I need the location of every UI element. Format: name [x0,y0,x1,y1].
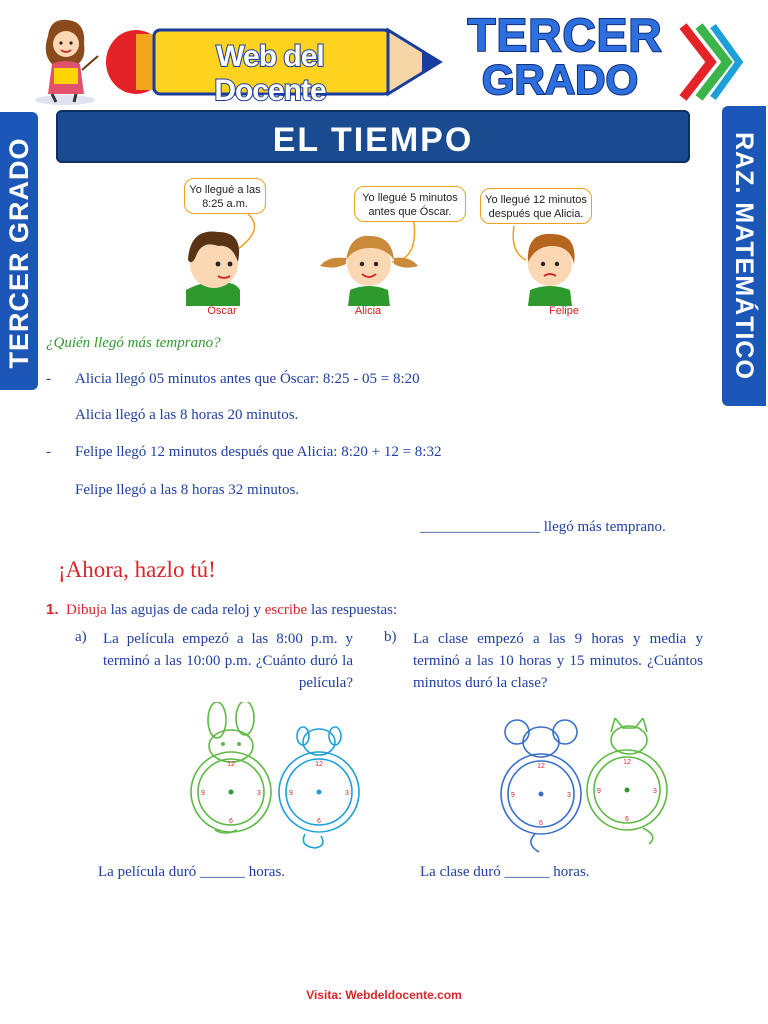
svg-text:3: 3 [567,792,571,799]
example-line: Alicia llegó a las 8 horas 20 minutos. [75,407,299,423]
example-line: Felipe llegó a las 8 horas 32 minutos. [75,482,300,498]
answer-suffix: llegó más temprano. [543,519,666,535]
instruction-verb-draw: Dibuja [66,602,107,618]
left-side-label: TERCER GRADO [4,137,34,369]
svg-text:12: 12 [537,763,545,770]
clock-mouse[interactable] [495,716,590,854]
instruction-end: las respuestas: [310,602,398,618]
clock-dog[interactable] [275,722,365,852]
speech-bubble-oscar: Yo llegué a las 8:25 a.m. [184,178,266,214]
brand-logo-text: Web del Docente [214,40,326,107]
svg-text:6: 6 [229,818,233,825]
speech-bubble-alicia: Yo llegué 5 minutos antes que Óscar. [354,186,466,222]
instruction-verb-write: escribe [264,602,308,618]
practice-heading: ¡Ahora, hazlo tú! [58,557,216,582]
svg-text:3: 3 [257,790,261,797]
svg-text:3: 3 [653,788,657,795]
part-a-text: La película empezó a las 8:00 p.m. y terminó a las 10:00 p.m. ¿Cuánto duró la película? [103,631,353,691]
kid-name-alicia: Alicia [354,305,382,317]
svg-text:6: 6 [539,820,543,827]
teacher-mascot [30,14,100,106]
answer-b[interactable]: La clase duró ______ horas. [420,864,590,880]
svg-text:9: 9 [289,790,293,797]
page-title: EL TIEMPO [272,121,474,159]
bullet-dash: - [46,371,51,387]
grade-title-line1: TERCER [467,9,663,61]
svg-text:12: 12 [227,761,235,768]
example-line: Felipe llegó 12 minutos después que Alicia: 8:20 + 12 = 8:32 [75,444,442,460]
instruction-line [46,601,466,619]
right-side-label: RAZ. MATEMÁTICO [730,132,758,380]
svg-text:9: 9 [597,788,601,795]
part-b-text: La clase empezó a las 9 horas y media y terminó a las 10 horas y 15 minutos. ¿Cuántos minutos duró la clase? [413,631,703,691]
chevron-arrows-icon [675,20,745,104]
example-line: Alicia llegó 05 minutos antes que Óscar: 8:25 - 05 = 8:20 [75,371,420,387]
answer-line [420,518,666,536]
answer-blank[interactable]: ________________ [420,519,540,535]
svg-text:6: 6 [317,818,321,825]
svg-text:9: 9 [201,790,205,797]
kid-oscar-illustration [174,210,264,306]
footer-link[interactable]: Visita: Webdeldocente.com [306,988,462,1002]
svg-text:12: 12 [315,761,323,768]
grade-title-line2: GRADO [481,56,639,103]
bullet-dash: - [46,444,51,460]
kid-alicia-illustration [314,220,424,306]
question-text: ¿Quién llegó más temprano? [46,335,221,351]
clock-bunny[interactable] [185,702,275,837]
kid-felipe-illustration [512,222,592,306]
instruction-mid: las agujas de cada reloj y [110,602,261,618]
part-a-label: a) [75,629,87,645]
kid-name-oscar: Óscar [207,305,237,317]
clock-cat[interactable] [583,718,673,846]
svg-text:9: 9 [511,792,515,799]
svg-text:6: 6 [625,816,629,823]
speech-bubble-felipe: Yo llegué 12 minutos después que Alicia. [480,188,592,224]
svg-text:3: 3 [345,790,349,797]
svg-text:12: 12 [623,759,631,766]
kid-name-felipe: Felipe [549,305,579,317]
answer-a[interactable]: La película duró ______ horas. [98,864,286,880]
item-number: 1. [46,601,59,618]
part-b-label: b) [384,629,397,645]
